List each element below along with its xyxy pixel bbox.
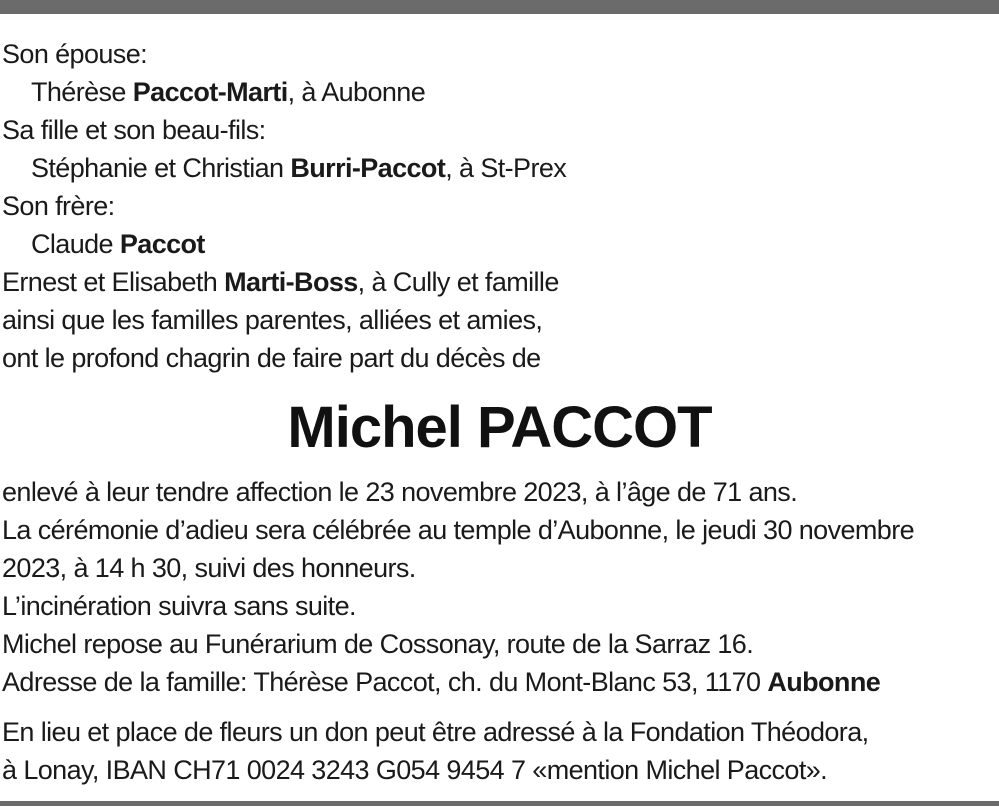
extended-family-line: ainsi que les familles parentes, alliées et amies,	[2, 305, 543, 335]
label-daughter: Sa fille et son beau-fils:	[2, 115, 266, 145]
donation-line-2: à Lonay, IBAN CH71 0024 3243 G054 9454 7 «mention Michel Paccot».	[2, 755, 828, 785]
brother-surname: Paccot	[119, 229, 205, 259]
daughter-surname: Burri-Paccot	[290, 153, 446, 183]
detail-line-death: enlevé à leur tendre affection le 23 novembre 2023, à l’âge de 71 ans.	[2, 477, 798, 507]
detail-line-incineration: L’incinération suivra sans suite.	[2, 591, 356, 621]
family-address-town: Aubonne	[767, 667, 881, 697]
detail-line-ceremony: La cérémonie d’adieu sera célébrée au temple d’Aubonne, le jeudi 30 novembre	[2, 515, 915, 545]
label-spouse: Son épouse:	[2, 39, 148, 69]
relatives-line: Ernest et Elisabeth Marti-Boss, à Cully et famille	[2, 267, 559, 297]
brother-line: Claude Paccot	[31, 229, 205, 259]
donation-line-1: En lieu et place de fleurs un don peut être adressé à la Fondation Théodora,	[2, 717, 869, 747]
detail-line-funerarium: Michel repose au Funérarium de Cossonay, route de la Sarraz 16.	[2, 629, 754, 659]
family-address: Adresse de la famille: Thérèse Paccot, ch. du Mont-Blanc 53, 1170 Aubonne	[2, 667, 881, 697]
daughter-line: Stéphanie et Christian Burri-Paccot, à St-Prex	[31, 153, 567, 183]
detail-line-ceremony-time: 2023, à 14 h 30, suivi des honneurs.	[2, 553, 416, 583]
deceased-name: Michel PACCOT	[287, 395, 712, 460]
announcement-intro: ont le profond chagrin de faire part du décès de	[2, 343, 541, 373]
relatives-surname: Marti-Boss	[224, 267, 358, 297]
spouse-surname: Paccot-Marti	[132, 77, 288, 107]
bottom-divider	[0, 801, 999, 806]
spouse-line: Thérèse Paccot-Marti, à Aubonne	[31, 77, 426, 107]
top-divider	[0, 0, 999, 14]
label-brother: Son frère:	[2, 191, 115, 221]
